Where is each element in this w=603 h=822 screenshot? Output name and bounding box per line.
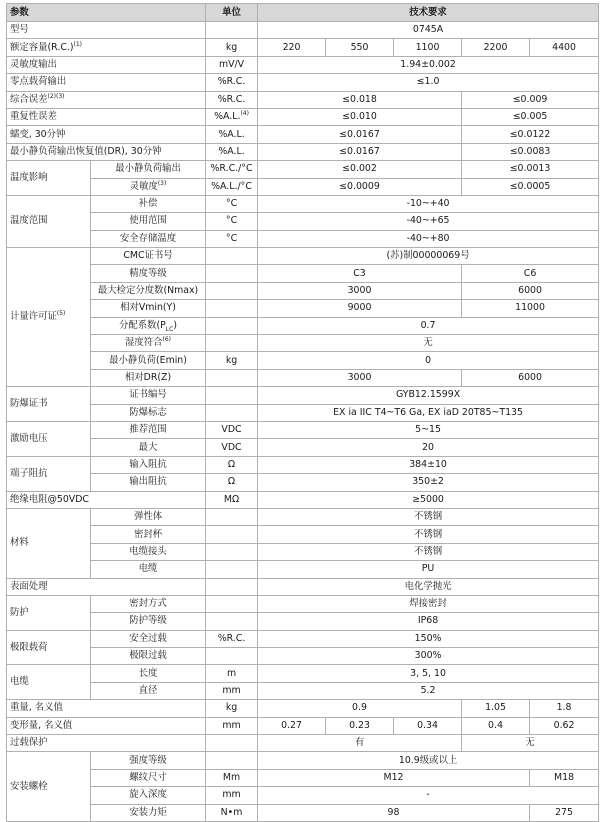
value-nmax-1: 3000 [258, 282, 462, 299]
unit-repeatability: %A.L.$^{(4)}$ [206, 108, 258, 125]
value-combined-error-2: ≤0.009 [462, 91, 599, 108]
sub-safe-overload: 安全过载 [91, 630, 206, 647]
value-safe-overload: 150% [258, 630, 599, 647]
row-material-4 [7, 561, 599, 578]
row-material-1 [7, 508, 599, 525]
value-material-cable: PU [258, 561, 599, 578]
row-temp-range-1 [7, 195, 599, 212]
value-deformation-3: 0.34 [394, 717, 462, 734]
header-unit: 单位 [206, 4, 258, 22]
sub-cable-length: 长度 [91, 665, 206, 682]
value-dr-z-1: 3000 [258, 369, 462, 386]
value-repeatability-2: ≤0.005 [462, 108, 599, 125]
unit-sensitivity: mV/V [206, 56, 258, 73]
sub-temp-use: 使用范围 [91, 213, 206, 230]
value-nmax-2: 6000 [462, 282, 599, 299]
sub-cable-diameter: 直径 [91, 682, 206, 699]
value-accuracy-class-2: C6 [462, 265, 599, 282]
sub-material-cable: 电缆 [91, 561, 206, 578]
value-ex-mark: EX ia IIC T4~T6 Ga, EX iaD 20T85~T135 [258, 404, 599, 421]
unit-dr: %A.L. [206, 143, 258, 160]
value-insulation: ≥5000 [258, 491, 599, 508]
label-temp-range: 温度范围 [7, 195, 91, 247]
sub-input-impedance: 输入阻抗 [91, 456, 206, 473]
row-metrology-cmc [7, 248, 599, 265]
value-sealing: 焊接密封 [258, 595, 599, 612]
label-deformation: 变形量, 名义值 [7, 717, 206, 734]
sub-ip-rating: 防护等级 [91, 613, 206, 630]
row-limit-load-1 [7, 630, 599, 647]
sub-plc: 分配系数$(P_{LC})$ [91, 317, 206, 334]
value-thread-size-1: M12 [258, 769, 530, 786]
unit-safe-overload: %R.C. [206, 630, 258, 647]
label-zero-output: 零点载荷输出 [7, 74, 206, 91]
row-metrology-drz [7, 369, 599, 386]
sub-torque: 安装力矩 [91, 804, 206, 821]
value-accuracy-class-1: C3 [258, 265, 462, 282]
value-overload-protect-1: 有 [258, 735, 462, 752]
unit-thread-size: Mm [206, 769, 258, 786]
value-sensitivity: 1.94±0.002 [258, 56, 599, 73]
sub-cmc: CMC证书号 [91, 248, 206, 265]
value-bolt-grade: 10.9级或以上 [258, 752, 599, 769]
row-metrology-emin [7, 352, 599, 369]
label-protection: 防护 [7, 595, 91, 630]
value-ip-rating: IP68 [258, 613, 599, 630]
row-cable-2 [7, 682, 599, 699]
row-cable-1 [7, 665, 599, 682]
capacity-1100: 1100 [394, 39, 462, 56]
value-material-body: 不锈钢 [258, 508, 599, 525]
value-deformation-1: 0.27 [258, 717, 326, 734]
value-weight-3: 1.8 [530, 700, 599, 717]
value-material-cup: 不锈钢 [258, 526, 599, 543]
unit-input-impedance: Ω [206, 456, 258, 473]
spec-table [6, 3, 599, 822]
unit-thread-depth: mm [206, 787, 258, 804]
row-insulation [7, 491, 599, 508]
label-sensitivity: 灵敏度输出 [7, 56, 206, 73]
row-metrology-humidity [7, 335, 599, 352]
value-cmc: (苏)制00000069号 [258, 248, 599, 265]
value-deformation-4: 0.4 [462, 717, 530, 734]
row-combined-error [7, 91, 599, 108]
unit-cable-diameter: mm [206, 682, 258, 699]
label-metrology: 计量许可证$^{(5)}$ [7, 248, 91, 387]
value-temp-effect-sens-1: ≤0.0009 [258, 178, 462, 195]
capacity-4400: 4400 [530, 39, 599, 56]
value-zero-output: ≤1.0 [258, 74, 599, 91]
value-excitation-rec: 5~15 [258, 421, 599, 438]
label-capacity: 额定容量$(R.C.)^{(1)}$ [7, 39, 206, 56]
row-capacity [7, 39, 599, 56]
row-metrology-plc [7, 317, 599, 334]
unit-excitation-max: VDC [206, 439, 258, 456]
row-excitation-2 [7, 439, 599, 456]
unit-combined-error: %R.C. [206, 91, 258, 108]
sub-temp-effect-sens: 灵敏度$^{(3)}$ [91, 178, 206, 195]
header-row [7, 4, 599, 22]
unit-cable-length: m [206, 665, 258, 682]
sub-material-cup: 密封杯 [91, 526, 206, 543]
label-explosion: 防爆证书 [7, 387, 91, 422]
value-deformation-5: 0.62 [530, 717, 599, 734]
sub-vmin: 相对Vmin(Y) [91, 300, 206, 317]
value-cert-no: GYB12.1599X [258, 387, 599, 404]
sub-temp-storage: 安全存储温度 [91, 230, 206, 247]
value-weight-2: 1.05 [462, 700, 530, 717]
unit-excitation-rec: VDC [206, 421, 258, 438]
label-weight: 重量, 名义值 [7, 700, 206, 717]
unit-zero-output: %R.C. [206, 74, 258, 91]
value-ultimate-overload: 300% [258, 648, 599, 665]
row-limit-load-2 [7, 648, 599, 665]
row-explosion-2 [7, 404, 599, 421]
row-impedance-1 [7, 456, 599, 473]
sub-nmax: 最大检定分度数(Nmax) [91, 282, 206, 299]
value-cable-diameter: 5.2 [258, 682, 599, 699]
sub-temp-effect-zero: 最小静负荷输出 [91, 161, 206, 178]
value-combined-error-1: ≤0.018 [258, 91, 462, 108]
sub-output-impedance: 输出阻抗 [91, 474, 206, 491]
unit-capacity: kg [206, 39, 258, 56]
label-excitation: 激励电压 [7, 421, 91, 456]
sub-bolt-grade: 强度等级 [91, 752, 206, 769]
header-param: 参数 [7, 4, 206, 22]
value-excitation-max: 20 [258, 439, 599, 456]
unit-deformation: mm [206, 717, 258, 734]
capacity-220: 220 [258, 39, 326, 56]
row-impedance-2 [7, 474, 599, 491]
row-material-3 [7, 543, 599, 560]
unit-insulation: MΩ [206, 491, 258, 508]
row-metrology-class [7, 265, 599, 282]
value-model: 0745A [258, 22, 599, 39]
row-temp-effect-1 [7, 161, 599, 178]
sub-cert-no: 证书编号 [91, 387, 206, 404]
row-excitation-1 [7, 421, 599, 438]
value-dr-1: ≤0.0167 [258, 143, 462, 160]
row-mounting-3 [7, 787, 599, 804]
row-mounting-2 [7, 769, 599, 786]
label-repeatability: 重复性误差 [7, 108, 206, 125]
sub-material-connector: 电缆接头 [91, 543, 206, 560]
value-thread-depth: - [258, 787, 599, 804]
value-input-impedance: 384±10 [258, 456, 599, 473]
value-vmin-1: 9000 [258, 300, 462, 317]
unit-torque: N•m [206, 804, 258, 821]
label-insulation: 绝缘电阻@50VDC [7, 491, 206, 508]
label-model: 型号 [7, 22, 206, 39]
sub-humidity: 湿度符合$^{(6)}$ [91, 335, 206, 352]
row-metrology-vmin [7, 300, 599, 317]
sub-dr-z: 相对DR(Z) [91, 369, 206, 386]
value-thread-size-2: M18 [530, 769, 599, 786]
value-overload-protect-2: 无 [462, 735, 599, 752]
unit-temp-storage: °C [206, 230, 258, 247]
value-plc: 0.7 [258, 317, 599, 334]
sub-material-body: 弹性体 [91, 508, 206, 525]
header-requirement: 技术要求 [258, 4, 599, 22]
label-cable: 电缆 [7, 665, 91, 700]
row-metrology-nmax [7, 282, 599, 299]
value-temp-comp: -10~+40 [258, 195, 599, 212]
sub-emin: 最小静负荷(Emin) [91, 352, 206, 369]
row-repeatability [7, 108, 599, 125]
label-dr: 最小静负荷输出恢复值(DR), 30分钟 [7, 143, 206, 160]
value-humidity: 无 [258, 335, 599, 352]
row-model [7, 22, 599, 39]
row-mounting-4 [7, 804, 599, 821]
value-dr-2: ≤0.0083 [462, 143, 599, 160]
value-creep-1: ≤0.0167 [258, 126, 462, 143]
row-protection-2 [7, 613, 599, 630]
value-creep-2: ≤0.0122 [462, 126, 599, 143]
capacity-2200: 2200 [462, 39, 530, 56]
label-overload-protect: 过载保护 [7, 735, 206, 752]
unit-output-impedance: Ω [206, 474, 258, 491]
value-dr-z-2: 6000 [462, 369, 599, 386]
sub-ultimate-overload: 极限过载 [91, 648, 206, 665]
value-repeatability-1: ≤0.010 [258, 108, 462, 125]
row-temp-range-3 [7, 230, 599, 247]
value-temp-effect-zero-2: ≤0.0013 [462, 161, 599, 178]
unit-creep: %A.L. [206, 126, 258, 143]
value-surface: 电化学抛光 [258, 578, 599, 595]
row-protection-1 [7, 595, 599, 612]
value-temp-storage: -40~+80 [258, 230, 599, 247]
row-material-2 [7, 526, 599, 543]
row-surface [7, 578, 599, 595]
row-overload-protect [7, 735, 599, 752]
row-sensitivity [7, 56, 599, 73]
value-cable-length: 3, 5, 10 [258, 665, 599, 682]
sub-excitation-max: 最大 [91, 439, 206, 456]
label-limit-load: 极限载荷 [7, 630, 91, 665]
label-materials: 材料 [7, 508, 91, 578]
capacity-550: 550 [326, 39, 394, 56]
row-deformation [7, 717, 599, 734]
row-temp-effect-2 [7, 178, 599, 195]
value-torque-1: 98 [258, 804, 530, 821]
sub-temp-comp: 补偿 [91, 195, 206, 212]
value-weight-1: 0.9 [258, 700, 462, 717]
value-material-connector: 不锈钢 [258, 543, 599, 560]
label-temp-effect: 温度影响 [7, 161, 91, 196]
label-mounting: 安装螺栓 [7, 752, 91, 822]
value-vmin-2: 11000 [462, 300, 599, 317]
row-mounting-1 [7, 752, 599, 769]
unit-weight: kg [206, 700, 258, 717]
row-zero-output [7, 74, 599, 91]
row-weight [7, 700, 599, 717]
value-temp-effect-zero-1: ≤0.002 [258, 161, 462, 178]
sub-excitation-rec: 推荐范围 [91, 421, 206, 438]
label-impedance: 端子阻抗 [7, 456, 91, 491]
unit-emin: kg [206, 352, 258, 369]
row-dr [7, 143, 599, 160]
row-explosion-1 [7, 387, 599, 404]
sub-sealing: 密封方式 [91, 595, 206, 612]
row-temp-range-2 [7, 213, 599, 230]
value-deformation-2: 0.23 [326, 717, 394, 734]
value-emin: 0 [258, 352, 599, 369]
value-temp-effect-sens-2: ≤0.0005 [462, 178, 599, 195]
sub-ex-mark: 防爆标志 [91, 404, 206, 421]
sub-accuracy-class: 精度等级 [91, 265, 206, 282]
unit-temp-effect-sens: %A.L./°C [206, 178, 258, 195]
label-creep: 蠕变, 30分钟 [7, 126, 206, 143]
row-creep [7, 126, 599, 143]
sub-thread-depth: 旋入深度 [91, 787, 206, 804]
value-temp-use: -40~+65 [258, 213, 599, 230]
value-output-impedance: 350±2 [258, 474, 599, 491]
sub-thread-size: 螺纹尺寸 [91, 769, 206, 786]
label-surface: 表面处理 [7, 578, 206, 595]
value-torque-2: 275 [530, 804, 599, 821]
label-combined-error: 综合误差$^{(2)(3)}$ [7, 91, 206, 108]
unit-temp-use: °C [206, 213, 258, 230]
unit-temp-effect-zero: %R.C./°C [206, 161, 258, 178]
unit-temp-comp: °C [206, 195, 258, 212]
